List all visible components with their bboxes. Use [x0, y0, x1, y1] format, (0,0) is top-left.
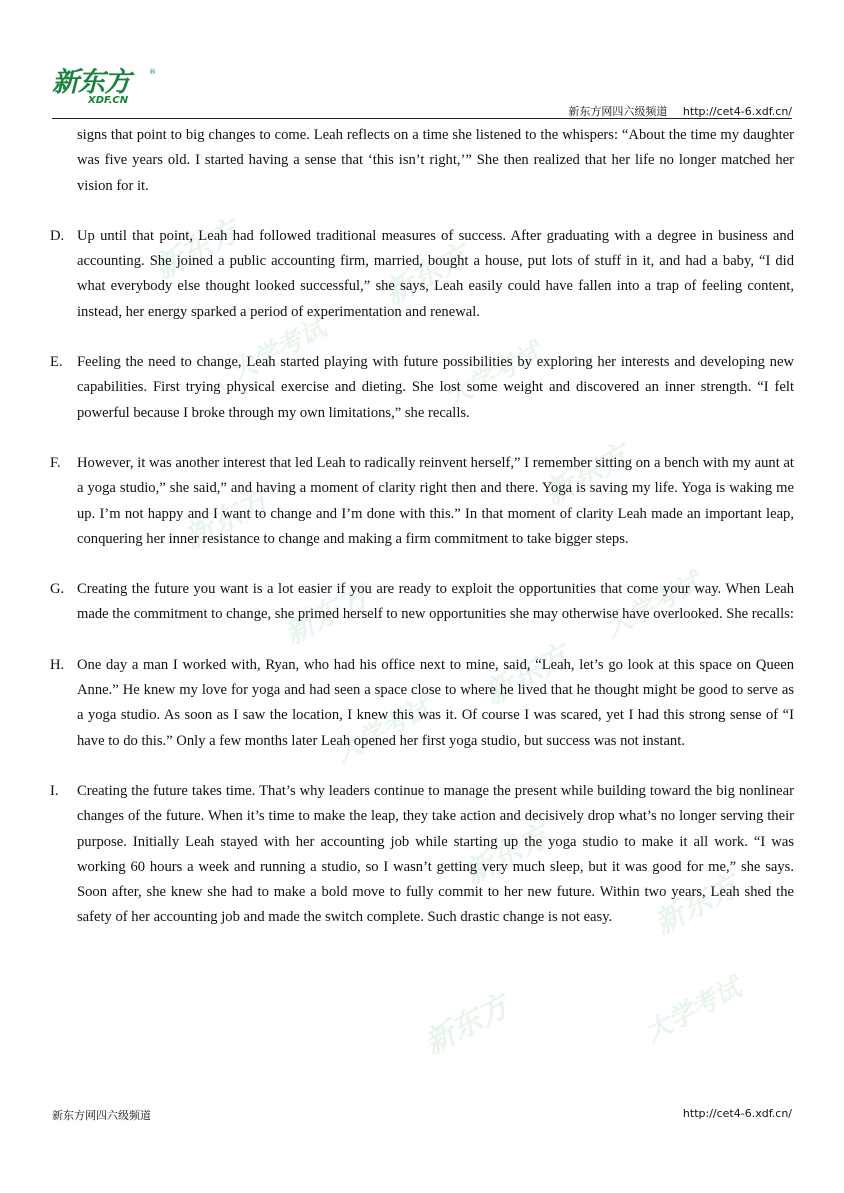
- paragraph-letter: D.: [50, 227, 65, 244]
- paragraph-text: Creating the future takes time. That’s why leaders continue to manage the present while building toward the big nonlinear changes of the future. When it’s time to make the leap, they take action and decisively drop what’s no longer serving their purpose. Initially Leah stayed with her accounting job while starting up the yoga studio to make it all work. “I was working 60 hours a week and running a studio, so I wasn’t getting very much sleep, but it was good for me,” she says. Soon after, she knew she had to make a bold move to fully commit to her new future. Within two years, Leah shed the safety of her accounting job and made the switch complete. Such drastic change is not easy.: [77, 782, 794, 926]
- watermark-brand: 新东方: [648, 868, 745, 942]
- footer-site-url[interactable]: http://cet4-6.xdf.cn/: [682, 1107, 792, 1120]
- header-site-name: 新东方网四六级频道: [568, 105, 668, 118]
- paragraph-letter: G.: [50, 581, 65, 598]
- paragraph-letter: I.: [50, 782, 59, 799]
- watermark-brand: 新东方: [178, 483, 275, 557]
- article-body: [50, 123, 794, 956]
- paragraph-e: [50, 350, 794, 426]
- watermark-exam: 大学考试: [330, 693, 437, 769]
- paragraph-d: [50, 224, 794, 325]
- logo-registered-mark: ®: [149, 68, 156, 76]
- paragraph-h: [50, 653, 794, 754]
- watermark-exam: 大学考试: [225, 313, 332, 389]
- paragraph-letter: F.: [50, 454, 61, 471]
- watermark-brand: 新东方: [478, 638, 575, 712]
- logo-subtext: XDF.CN: [88, 95, 129, 106]
- paragraph-text: Creating the future you want is a lot easier if you are ready to exploit the opportunities that come your way. When Leah made the commitment to change, she primed herself to new opportunities she may otherwise have overlooked. She recalls:: [77, 581, 794, 623]
- paragraph-letter: E.: [50, 354, 63, 371]
- paragraph-continuation: signs that point to big changes to come. Leah reflects on a time she listened to the whispers: “About the time my daughter was five years old. I started having a sense that ‘this isn’t right,’” She then realized that her life no longer matched her vision for it.: [77, 127, 794, 194]
- paragraph-f: [50, 451, 794, 552]
- watermark-exam: 大学考试: [600, 568, 707, 644]
- footer-site-name: 新东方网四六级频道: [52, 1109, 151, 1122]
- header-site-url[interactable]: http://cet4-6.xdf.cn/: [682, 105, 792, 118]
- watermark-brand: 新东方: [538, 438, 635, 512]
- watermark-brand: 新东方: [418, 988, 515, 1062]
- watermark-brand: 新东方: [148, 213, 245, 287]
- paragraph-text: Up until that point, Leah had followed traditional measures of success. After graduating with a degree in business and accounting. She joined a public accounting firm, married, bought a house, put lots of stuff in it, and had a baby, “I did what everybody else thought looked successful,” she says, Leah easily could have fallen into a trap of feeling content, instead, her energy sparked a period of experimentation and renewal.: [77, 227, 794, 320]
- watermark-brand: 新东方: [458, 818, 555, 892]
- paragraph-text: However, it was another interest that led Leah to radically reinvent herself,” I remember sitting on a bench with my aunt at a yoga studio,” she said,” and having a moment of clarity right then and there. Yoga is saving my life. Yoga is waking me up. I’m not happy and I want to change and I’m done with this.” In that moment of clarity Leah made an important leap, conquering her inner resistance to change and making a firm commitment to take bigger steps.: [77, 454, 794, 547]
- paragraph-i: [50, 779, 794, 931]
- logo-text: 新东方: [52, 67, 130, 98]
- header-divider: [52, 118, 792, 119]
- watermark-brand: 新东方: [378, 238, 475, 312]
- paragraph-text: Feeling the need to change, Leah started playing with future possibilities by exploring her interests and developing new capabilities. First trying physical exercise and dieting. She lost some weight and discovered an inner strength. “I felt powerful because I broke through my own limitations,” she recalls.: [77, 354, 794, 421]
- watermark-exam: 大学考试: [640, 973, 747, 1049]
- watermark-brand: 新东方: [278, 578, 375, 652]
- paragraph-g: [50, 577, 794, 628]
- paragraph-text: One day a man I worked with, Ryan, who had his office next to mine, said, “Leah, let’s go look at this space on Queen Anne.” He knew my love for yoga and had seen a space close to where he lived that he thought might be good to serve as a yoga studio. As soon as I saw the location, I knew this was it. Of course I was scared, yet I had this strong sense of “I have to do this.” Only a few months later Leah opened her first yoga studio, but success was not instant.: [77, 656, 794, 749]
- xdf-logo: [52, 68, 162, 110]
- paragraph-letter: H.: [50, 656, 65, 673]
- watermark-exam: 大学考试: [440, 338, 547, 414]
- header-site-info: [568, 103, 792, 119]
